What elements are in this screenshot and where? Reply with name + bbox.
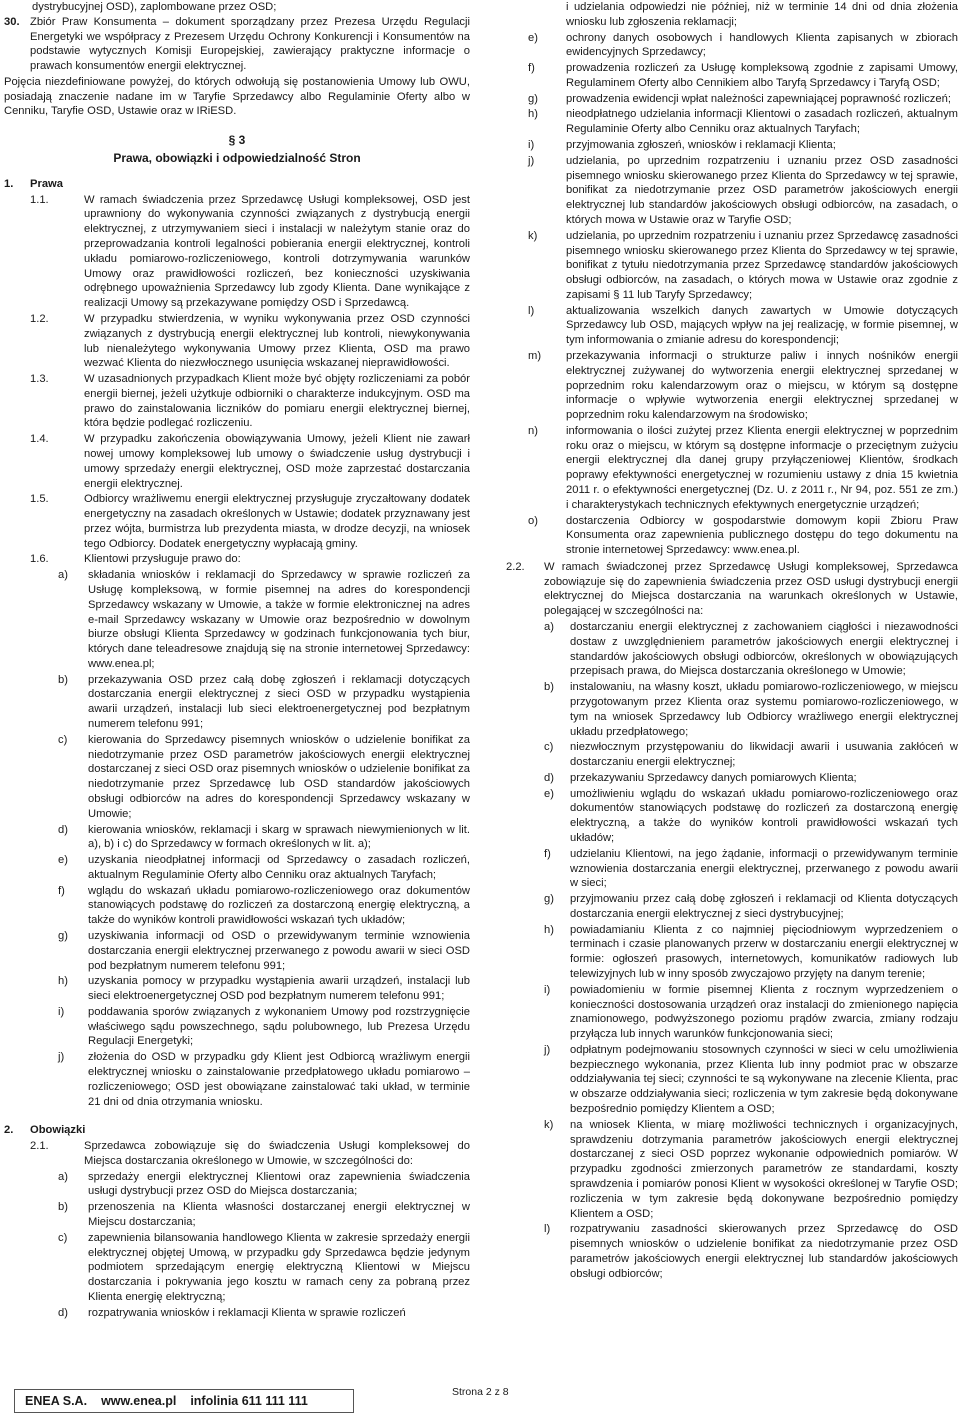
list-item [506, 1043, 958, 1117]
item-letter: j) [544, 1043, 551, 1056]
item-letter: b) [58, 673, 68, 686]
item-text: przyjmowaniu przez całą dobę zgłoszeń i reklamacji od Klienta dotyczących dostarczania energii elektrycznej z sieci dystrybucyjnej; [570, 893, 958, 920]
paragraph-text: W ramach świadczenia przez Sprzedawcę Usługi kompleksowej, OSD jest uprawniony do wykonywania czynności związanych z dystrybucją energii elektrycznej, z utrzymywaniem sieci i instalacji w należytym stanie oraz do przeprowadzania kontroli legalności pobierania energii elektrycznej, kontroli układu pomiarowo-rozliczeniowego, kontroli dotrzymywania warunków Umowy oraz prawidłowości rozliczeń, bez konieczności uzyskiwania odrębnego upoważnienia Sprzedawcy lub zgody Klienta. Dane wynikające z realizacji Umowy są przekazywane pomiędzy OSD i Sprzedawcą. [84, 193, 470, 310]
item-letter: d) [58, 1306, 68, 1319]
item-letter: i) [528, 139, 535, 152]
item-text: uzyskania nieodpłatnej informacji od Sprzedawcy o zasadach rozliczeń, aktualnym Regulaminie Oferty albo Cenniku oraz aktualnych Taryfach; [88, 854, 470, 881]
item-letter: h) [528, 108, 538, 121]
item-letter: f) [544, 847, 551, 860]
definition-number: 30. [4, 15, 20, 28]
item-letter: e) [544, 787, 554, 800]
item-text: informowania o ilości zużytej przez Klienta energii elektrycznej w poprzednim roku oraz o miejscu, w którym są dostępne informacje o przeciętnym zużyciu energii elektrycznej dla danej grupy przyłączeniowej Klientów, środkach poprawy efektywności energetycznej w rozumieniu ustawy z dnia 15 kwietnia 2011 r. o efektywności energetycznej (Dz. U. z 2011 r., Nr 94, poz. 551 ze zm.) i charakterystykach technicznych efektywnych energetycznie urządzeń; [566, 424, 958, 511]
paragraph-text: Klientowi przysługuje prawo do: [84, 553, 241, 566]
item-text: na wniosek Klienta, w miarę możliwości technicznych i organizacyjnych, sprawdzeniu dotrzymania parametrów jakościowych energii elektrycznej dostarczanej z sieci OSD poprzez wykonanie odpowiednich pomiarów. W przypadku zgodności zmierzonych parametrów ze standardami, koszty sprawdzenia i pomiarów ponosi Klient w wysokości określonej w Taryfie OSD; rozliczenia w tym zakresie będą dokonywane bezpośrednio pomiędzy Klientem a OSD; [570, 1118, 958, 1220]
list-item [58, 733, 470, 822]
list-item [528, 61, 958, 91]
list-item [528, 107, 958, 137]
item-text: aktualizowania wszelkich danych zawartych w Umowie dotyczących Sprzedawcy lub OSD, mających wpływ na jej realizację, w formie pisemnej, w tym informowania o zmianie adresu do korespondencji; [566, 304, 958, 347]
list-item [58, 673, 470, 732]
section-mark: § 3 [228, 133, 246, 148]
item-text: prowadzenia ewidencji wpłat należności zapewniającej poprawność rozliczeń; [566, 92, 951, 105]
paragraph-1-3 [4, 372, 470, 431]
item-text: przenoszenia na Klienta własności dostarczanej energii elektrycznej w Miejscu dostarczania; [88, 1201, 470, 1229]
item-text: odpłatnym podejmowaniu stosownych czynności w sieci w celu umożliwienia bezpiecznego wykonania, przez Klienta lub inny podmiot prac w obszarze oddziaływania tej sieci; czynności te są wykonywane na zlecenie Klienta, prac w obszarze oddziaływania sieci; rozliczenia w tym zakresie będą dokonywane bezpośrednio pomiędzy Klientem a OSD; [570, 1043, 958, 1116]
heading-rights [4, 177, 470, 192]
obligations-list [4, 1170, 470, 1321]
list-item [58, 853, 470, 883]
list-item [528, 349, 958, 423]
item-letter: n) [528, 424, 538, 437]
item-text: wglądu do wskazań układu pomiarowo-rozliczeniowego oraz dokumentów stanowiących podstawę do rozliczeń za dostarczoną energię elektryczną, a także do wyników kontroli prawidłowości wskazań tych układów; [88, 884, 470, 927]
paragraph-1-4 [4, 432, 470, 491]
distribution-list [506, 620, 958, 1281]
footer-hotline: infolinia 611 111 111 [190, 1393, 308, 1408]
list-item [58, 1005, 470, 1049]
item-text: przekazywania OSD przez całą dobę zgłoszeń i reklamacji dotyczących dostarczania energii elektrycznej z sieci OSD w przypadku wystąpienia awarii urządzeń, instalacji lub sieci elektroenergetycznej pod bezpłatnym numerem telefonu 991; [88, 673, 470, 731]
item-letter: f) [58, 884, 65, 897]
list-item [528, 154, 958, 228]
page-number: Strona 2 z 8 [452, 1386, 509, 1398]
item-letter: o) [528, 514, 538, 527]
item-letter: g) [58, 929, 68, 942]
item-text: nieodpłatnego udzielania informacji Klientowi o zasadach rozliczeń, aktualnym Regulaminie Oferty albo Cenniku oraz aktualnych Taryfach; [566, 108, 958, 136]
item-letter: a) [58, 1170, 68, 1183]
item-letter: a) [58, 569, 68, 582]
list-item [528, 92, 958, 107]
item-text: powiadamianiu Klienta z co najmniej pięciodniowym wyprzedzeniem o terminach i czasie planowanych przerw w dostarczaniu energii elektrycznej w formie: ogłoszeń prasowych, internetowych, komunikatów radiowych lub telewizyjnych lub w inny sposób zwyczajowo przyjęty na danym terenie; [570, 923, 958, 980]
item-text: ochrony danych osobowych i handlowych Klienta zapisanych w zbiorach ewidencyjnych Sprzedawcy; [566, 31, 958, 59]
item-text: dostarczenia Odbiorcy w gospodarstwie domowym kopii Zbioru Praw Konsumenta oraz zapewnienia publicznego dostępu do tego dokumentu na stronie internetowej Sprzedawcy: www.enea.pl. [566, 514, 958, 557]
item-text: rozpatrywaniu zasadności skierowanych przez Sprzedawcę do OSD pisemnych wniosków o udzielenie bonifikat za niedotrzymanie przez OSD parametrów jakościowych energii elektrycznej lub standardów jakościowych obsługi odbiorców; [570, 1223, 958, 1280]
list-item [528, 229, 958, 303]
paragraph-text: Sprzedawca zobowiązuje się do świadczenia Usługi kompleksowej do Miejsca dostarczania określonego w Umowie, w szczególności do: [84, 1140, 470, 1167]
item-text: rozpatrywania wniosków i reklamacji Klienta w sprawie rozliczeń [88, 1306, 406, 1319]
item-letter: e) [58, 854, 68, 867]
definitions-paragraph: Pojęcia niezdefiniowane powyżej, do których odwołują się postanowienia Umowy lub OWU, posiadają znaczenie nadane im w Taryfie Sprzedawcy albo Regulaminie Oferty albo w Cenniku, Taryfie OSD, Ustawie oraz w IRiESD. [4, 75, 470, 118]
list-item [506, 787, 958, 846]
paragraph-number: 1.3. [30, 373, 49, 386]
paragraph-number: 1.1. [30, 193, 49, 206]
paragraph-1-6 [4, 552, 470, 567]
heading-label: Prawa [30, 177, 63, 190]
list-item [506, 680, 958, 739]
footer-company: ENEA S.A. [25, 1393, 88, 1408]
item-text: składania wniosków i reklamacji do Sprzedawcy w sprawie rozliczeń za Usługę kompleksową, w formie pisemnej na adres do korespondencji Sprzedawcy wskazany w Umowie, a także w formie elektronicznej na adres e-mail Sprzedawcy wskazany w Umowie oraz bezpośrednio w dowolnym biurze obsługi Klienta Sprzedawcy w godzinach funkcjonowania tych biur, których dane teleadresowe znajdują się na stronie internetowej Sprzedawcy: www.enea.pl; [88, 569, 470, 670]
list-item [58, 823, 470, 853]
intro-line: dystrybucyjnej OSD), zaplombowane przez OSD; [32, 1, 277, 13]
paragraph-number: 1.6. [30, 553, 49, 566]
list-item [58, 1231, 470, 1305]
item-letter: d) [544, 771, 554, 784]
list-item [506, 1118, 958, 1221]
item-text: kierowania do Sprzedawcy pisemnych wniosków o udzielenie bonifikat za niedotrzymanie przez OSD parametrów jakościowych energii elektrycznej dostarczanej z sieci OSD oraz pisemnych wniosków o udzielenie bonifikat za niedotrzymanie przez Sprzedawcę lub OSD standardów jakościowych obsługi odbiorców na adres do korespondencji Sprzedawcy wskazany w Umowie; [88, 733, 470, 820]
item-letter: l) [528, 304, 535, 317]
heading-number: 1. [4, 177, 14, 190]
list-item [58, 929, 470, 973]
paragraph-2-1 [4, 1139, 470, 1169]
item-text: udzielania, po uprzednim rozpatrzeniu i uznaniu przez Sprzedawcę zasadności pisemnego wniosku skierowanego przez Klienta do Sprzedawcy w tej sprawie, bonifikat z tytułu niedotrzymania przez Sprzedawcę standardów jakościowych obsługi odbiorców, na zasadach, o których mowa w Ustawie oraz zgodnie z zapisami § 11 lub Taryfy Sprzedawcy; [566, 229, 958, 301]
item-text: sprzedaży energii elektrycznej Klientowi oraz zapewnienia świadczenia usługi dystrybucji przez OSD do Miejsca dostarczania; [88, 1170, 470, 1198]
paragraph-number: 1.5. [30, 493, 49, 506]
item-text: powiadomieniu w formie pisemnej Klienta z rocznym wyprzedzeniem o konieczności dostosowania urządzeń oraz instalacji do zmienionego napięcia znamionowego, podwyższonego poziomu prądów zwarcia, zmiany rodzaju przyłącza lub innych warunków funkcjonowania sieci; [570, 983, 958, 1041]
item-letter: c) [544, 741, 554, 754]
item-letter: c) [58, 733, 68, 746]
item-letter: e) [528, 31, 538, 44]
list-item [58, 1200, 470, 1230]
paragraph-text: W uzasadnionych przypadkach Klient może być objęty rozliczeniami za pobór energii biernej, jeżeli użytkuje odbiorniki o charakterze indukcyjnym. OSD ma prawo do zainstalowania liczników do pomiaru energii elektrycznej biernej, która będzie podlegać rozliczeniu. [84, 373, 470, 430]
continuation-list [506, 31, 958, 558]
list-item [506, 983, 958, 1042]
list-item [58, 568, 470, 671]
item-letter: a) [544, 621, 554, 634]
list-item [528, 514, 958, 558]
right-column [506, 0, 958, 1400]
item-letter: j) [58, 1051, 65, 1064]
definition-30 [4, 15, 470, 74]
paragraph-number: 2.1. [30, 1140, 49, 1153]
section-title: Prawa, obowiązki i odpowiedzialność Stron [113, 151, 361, 166]
paragraph-text: W ramach świadczonej przez Sprzedawcę Usługi kompleksowej, Sprzedawca zobowiązuje się do zapewnienia świadczenia przez OSD usługi dystrybucji energii elektrycznej do Miejsca dostarczania na warunkach określonych w Ustawie, polegającej w szczególności na: [544, 560, 958, 618]
list-item [506, 1222, 958, 1281]
item-letter: j) [528, 154, 535, 167]
paragraph-text: W przypadku zakończenia obowiązywania Umowy, jeżeli Klient nie zawarł nowej umowy kompleksowej lub umowy o świadczenie usług dystrybucji i umowy sprzedaży energii elektrycznej, OSD może zaprzestać dostarczania energii elektrycznej. [84, 433, 470, 490]
item-letter: i) [58, 1005, 65, 1018]
list-item [528, 138, 958, 153]
continuation-text: i udzielania odpowiedzi nie później, niż w terminie 14 dni od dnia złożenia wniosku lub zgłoszenia reklamacji; [566, 1, 958, 28]
list-item [528, 31, 958, 61]
item-text: kierowania wniosków, reklamacji i skarg w sprawach niewymienionych w lit. a), b) i c) do Sprzedawcy w formach określonych w lit. a); [88, 823, 470, 851]
item-letter: i) [544, 983, 551, 996]
paragraph-2-2 [506, 560, 958, 619]
item-text: przekazywaniu Sprzedawcy danych pomiarowych Klienta; [570, 771, 857, 784]
item-letter: b) [544, 681, 554, 694]
heading-label: Obowiązki [30, 1124, 86, 1137]
item-letter: f) [528, 62, 535, 75]
list-item [58, 1050, 470, 1109]
item-text: przyjmowania zgłoszeń, wniosków i reklamacji Klienta; [566, 139, 836, 152]
paragraph-number: 1.2. [30, 312, 49, 325]
paragraph-number: 1.4. [30, 433, 49, 446]
list-item [528, 424, 958, 513]
paragraph-text: W przypadku stwierdzenia, w wyniku wykonywania przez OSD czynności związanych z dystrybucją energii elektrycznej lub kontroli, niewykonywania lub nienależytego wykonywania Umowy przez Klienta, OSD ma prawo wezwać Klienta do niezwłocznego usunięcia wskazanej nieprawidłowości. [84, 312, 470, 370]
list-item [506, 771, 958, 786]
list-item [58, 974, 470, 1004]
heading-number: 2. [4, 1124, 14, 1137]
item-letter: h) [544, 923, 554, 936]
list-item [58, 1170, 470, 1200]
item-text: uzyskiwania informacji od OSD o przewidywanym terminie wznowienia dostarczania energii elektrycznej przerwanego z powodu awarii w sieci OSD pod bezpłatnym numerem telefonu 991; [88, 929, 470, 972]
item-letter: m) [528, 349, 542, 362]
list-item [506, 620, 958, 679]
item-text: udzielania, po uprzednim rozpatrzeniu i uznaniu przez OSD zasadności pisemnego wniosku skierowanego przez Klienta do Sprzedawcy w tej sprawie, bonifikat za niedotrzymanie przez OSD parametrów jakościowych energii elektrycznej lub standardów jakościowych obsługi odbiorców, na zasadach, o których mowa w Ustawie oraz w Taryfie OSD; [566, 154, 958, 226]
list-item [58, 1306, 470, 1321]
item-text: poddawania sporów związanych z wykonaniem Umowy pod rozstrzygnięcie właściwego sądu powszechnego, sądu polubownego, lub Prezesa Urzędu Regulacji Energetyki; [88, 1005, 470, 1048]
list-item [506, 847, 958, 891]
paragraph-1-5 [4, 492, 470, 551]
item-letter: c) [58, 1231, 68, 1244]
footer-website[interactable]: www.enea.pl [101, 1393, 177, 1408]
heading-obligations [4, 1123, 470, 1138]
item-text: niezwłocznym przystępowaniu do likwidacji awarii i usuwania zakłóceń w dostarczaniu energii elektrycznej; [570, 741, 958, 769]
left-column [4, 0, 470, 1380]
item-letter: k) [544, 1118, 554, 1131]
paragraph-number: 2.2. [506, 560, 525, 573]
item-text: złożenia do OSD w przypadku gdy Klient jest Odbiorcą wrażliwym energii elektrycznej wniosku o zainstalowanie przedpłatowego układu pomiarowo – rozliczeniowego; OSD jest obowiązane zainstalować taki układ, w terminie 21 dni od dnia otrzymania wniosku. [88, 1051, 470, 1108]
item-text: prowadzenia rozliczeń za Usługę kompleksową zgodnie z zapisami Umowy, Regulaminem Oferty albo Cennikiem albo Taryfą Sprzedawcy i Taryfą OSD; [566, 62, 958, 89]
item-text: zapewnienia bilansowania handlowego Klienta w zakresie sprzedaży energii elektrycznej objętej Umową, w przypadku gdy Sprzedawca będzie jedynym podmiotem sprzedającym energię elektryczną Klientowi w Miejscu dostarczania i pokrywania jego kosztu w ramach ceny za pobraną przez Klienta energię elektryczną; [88, 1231, 470, 1303]
item-letter: g) [544, 893, 554, 906]
item-text: przekazywania informacji o strukturze paliw i innych nośników energii elektrycznej zużywanej do wytworzenia energii elektrycznej sprzedanej w poprzednim roku kalendarzowym oraz o miejscu, w którym są dostępne informacje o wpływie wytworzenia energii elektrycznej sprzedanej w poprzednim roku kalendarzowym na środowisko; [566, 349, 958, 422]
item-text: umożliwieniu wglądu do wskazań układu pomiarowo-rozliczeniowego oraz dokumentów stanowiących podstawę do rozliczeń za dostarczoną energię elektryczną, a także do wyników kontroli prawidłowości wskazań tych układów; [570, 787, 958, 844]
item-text: udzielaniu Klientowi, na jego żądanie, informacji o przewidywanym terminie wznowienia dostarczania energii elektrycznej, przerwanego z powodu awarii w sieci; [570, 847, 958, 890]
paragraph-1-1 [4, 193, 470, 311]
list-item [58, 884, 470, 928]
paragraph-text: Odbiorcy wrażliwemu energii elektrycznej przysługuje zryczałtowany dodatek energetyczny na zasadach określonych w Ustawie; dodatek przyznawany jest przez wójta, burmistrza lub prezydenta miasta, w drodze decyzji, na wniosek tego Odbiorcy. Dodatek energetyczny wypłacają gminy. [84, 493, 470, 550]
footer-banner [14, 1389, 354, 1413]
item-letter: k) [528, 229, 538, 242]
list-item [528, 304, 958, 348]
item-letter: g) [528, 92, 538, 105]
paragraph-1-2 [4, 312, 470, 371]
item-letter: d) [58, 823, 68, 836]
item-letter: l) [544, 1223, 551, 1236]
list-item [506, 740, 958, 770]
definition-text: Zbiór Praw Konsumenta – dokument sporządzany przez Prezesa Urzędu Regulacji Energetyki we współpracy z Prezesem Urzędu Ochrony Konkurencji i Konsumentów na podstawie wytycznych Komisji Europejskiej, zawierający praktyczne informacje o prawach konsumentów energii elektrycznej. [30, 15, 470, 73]
item-text: instalowaniu, na własny koszt, układu pomiarowo-rozliczeniowego, w miejscu przygotowanym przez Klienta oraz systemu pomiarowo-rozliczeniowego, w tym na wniosek Sprzedawcy lub Odbiorcy wrażliwego energii elektrycznej układu przedpłatowego; [570, 681, 958, 738]
item-letter: h) [58, 975, 68, 988]
item-letter: b) [58, 1201, 68, 1214]
rights-list [4, 568, 470, 1109]
list-item [506, 892, 958, 922]
item-text: dostarczaniu energii elektrycznej z zachowaniem ciągłości i niezawodności dostaw z uwzględnieniem parametrów jakościowych energii elektrycznej i standardów jakościowych obsługi odbiorców, określonych w obowiązujących przepisach prawa, do Miejsca dostarczania określonego w Umowie; [570, 621, 958, 678]
item-text: uzyskania pomocy w przypadku wystąpienia awarii urządzeń, instalacji lub sieci elektroenergetycznej OSD pod bezpłatnym numerem telefonu 991; [88, 975, 470, 1003]
list-item [506, 923, 958, 982]
